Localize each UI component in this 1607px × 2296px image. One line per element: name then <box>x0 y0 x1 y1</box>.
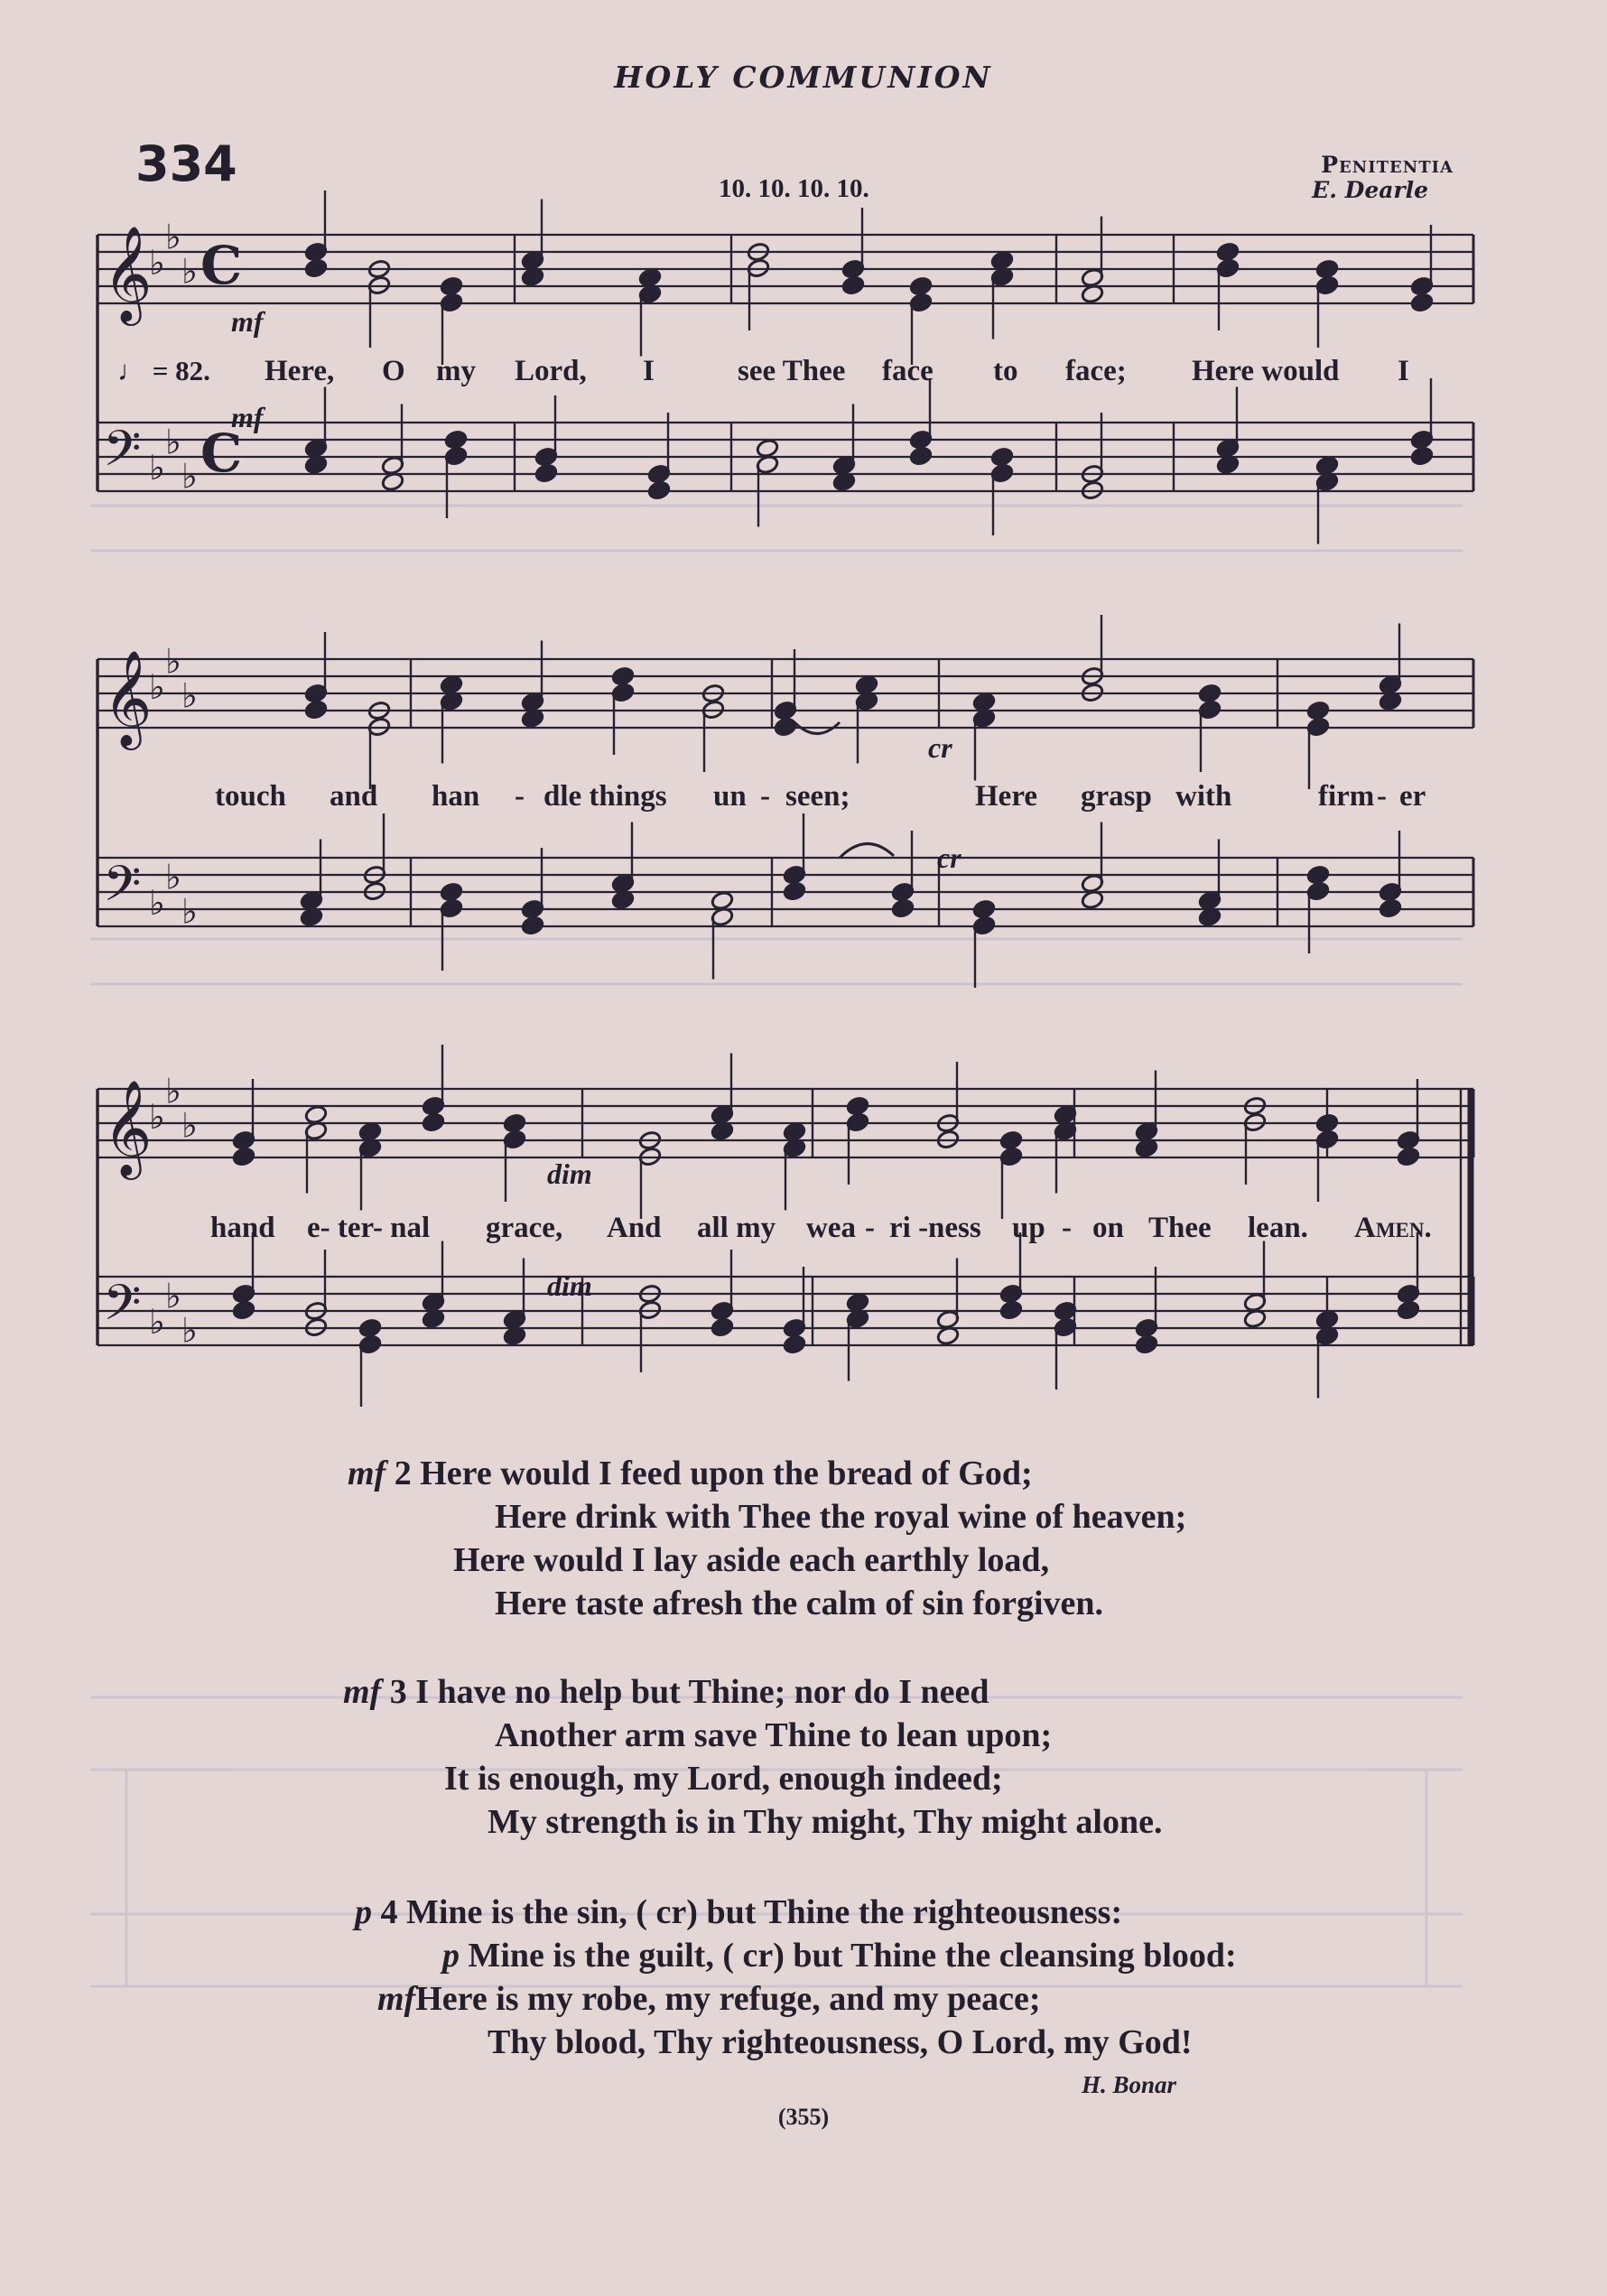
note-head <box>1315 455 1339 476</box>
note-head <box>444 430 468 451</box>
note-head <box>534 463 558 484</box>
composer: E. Dearle <box>1312 177 1428 203</box>
lyric-syllable: - <box>515 780 525 813</box>
note-head <box>999 1300 1023 1321</box>
lyric-syllable: grasp <box>1081 780 1152 813</box>
hymn-meter: 10. 10. 10. 10. <box>719 174 869 203</box>
verse-dynamic: p <box>355 1893 372 1931</box>
lyric-syllable: Here would <box>1192 355 1340 387</box>
note-head <box>909 276 933 297</box>
note-head <box>440 674 463 695</box>
note-head <box>647 480 671 501</box>
verse-line: I have no help but Thine; nor do I need <box>415 1673 989 1711</box>
lyric-syllable: see Thee <box>738 355 846 387</box>
treble-clef-icon: 𝄞 <box>103 1079 153 1176</box>
verse-number-line <box>348 1454 1033 1493</box>
note-head <box>638 267 662 288</box>
verse-line: Mine is the sin, ( cr) but Thine the righteousness: <box>406 1893 1123 1931</box>
bass-clef-icon: 𝄢 <box>103 420 142 489</box>
note-head <box>711 890 734 911</box>
note-head <box>711 1317 734 1338</box>
flat-icon: ♭ <box>165 422 181 462</box>
verse-line: Mine is the guilt, ( cr) but Thine the cleansing blood: <box>468 1937 1237 1975</box>
note-head <box>855 674 878 695</box>
note-head <box>440 276 463 297</box>
flat-icon: ♭ <box>165 857 181 897</box>
treble-staff <box>98 191 1473 365</box>
lyric-syllable: O <box>382 355 405 387</box>
tempo-marking <box>117 355 210 387</box>
page-number: (355) <box>777 2104 830 2130</box>
lyric-syllable: seen; <box>785 780 850 813</box>
note-head <box>783 881 806 902</box>
verse-dynamic: mf <box>343 1673 382 1711</box>
lyric-syllable: face <box>882 355 934 387</box>
verse-dynamic: p <box>442 1937 460 1975</box>
note-head <box>1410 446 1434 467</box>
note-head <box>999 1130 1023 1151</box>
verse-line: Here taste afresh the calm of sin forgiven. <box>495 1585 1103 1622</box>
verse-number-line <box>343 1672 989 1712</box>
note-head <box>358 1121 382 1142</box>
lyric-syllable: on <box>1092 1212 1124 1244</box>
author: H. Bonar <box>1082 2071 1177 2098</box>
note-head <box>990 447 1014 468</box>
verse-line: Here would I lay aside each earthly load, <box>453 1541 1050 1579</box>
lyric-syllable: e- ter- nal <box>307 1212 431 1244</box>
lyric-syllable: hand <box>210 1212 275 1244</box>
note-head <box>1306 865 1330 886</box>
flat-icon: ♭ <box>165 217 181 257</box>
lyric-syllable: ri -ness <box>889 1212 981 1244</box>
note-head <box>304 1104 328 1125</box>
note-head <box>521 916 544 936</box>
flat-icon: ♭ <box>149 448 165 488</box>
note-head <box>1216 242 1240 263</box>
lyric-syllable: and <box>330 780 378 813</box>
flat-icon: ♭ <box>149 667 165 707</box>
lyric-syllable: touch <box>215 780 286 813</box>
dynamic-mf-bass: mf <box>231 401 264 433</box>
dynamic-mf-treble: mf <box>231 305 264 338</box>
lyric-syllable: wea <box>806 1212 856 1244</box>
note-head <box>1397 1147 1420 1167</box>
note-head <box>972 692 996 712</box>
bass-staff <box>98 813 1473 988</box>
note-head <box>972 899 996 920</box>
lyric-syllable: - <box>760 780 770 813</box>
note-head <box>846 1096 869 1117</box>
treble-clef-icon: 𝄞 <box>103 649 153 746</box>
flat-icon: ♭ <box>181 675 198 716</box>
flat-icon: ♭ <box>165 1071 181 1111</box>
note-head <box>783 1334 806 1355</box>
lyric-syllable: I <box>643 355 655 387</box>
note-head <box>1379 898 1402 919</box>
verse-number: 3 <box>389 1673 407 1711</box>
verse-number: 2 <box>394 1455 412 1492</box>
lyric-syllable: grace, <box>486 1212 563 1244</box>
verse-line-with-dynamic <box>377 1979 1041 2019</box>
lyric-syllable: firm <box>1318 780 1375 813</box>
lyric-syllable: all my <box>697 1212 776 1244</box>
note-head <box>756 438 779 459</box>
note-head <box>846 1292 869 1313</box>
flat-icon: ♭ <box>165 1276 181 1316</box>
lyric-syllable: up <box>1012 1212 1045 1244</box>
flat-icon: ♭ <box>165 641 181 682</box>
note-head <box>783 1121 806 1142</box>
note-head <box>1315 259 1339 280</box>
verse-dynamic: mf <box>377 1980 416 2018</box>
lyric-syllable: - <box>1377 780 1387 813</box>
verse-number: 4 <box>380 1893 398 1931</box>
common-time-icon: C <box>200 423 243 484</box>
lyric-syllable: Here <box>975 780 1038 813</box>
flat-icon: ♭ <box>149 1302 165 1342</box>
dynamic-cr-treble: cr <box>928 731 952 764</box>
note-head <box>1315 1309 1339 1330</box>
dynamic-dim-treble: dim <box>547 1157 592 1190</box>
slur <box>840 843 894 858</box>
note-head <box>503 1113 526 1134</box>
lyric-syllable: with <box>1175 780 1232 813</box>
tempo-value: = 82. <box>152 355 210 386</box>
note-head <box>232 1300 255 1321</box>
lyric-syllable: er <box>1399 780 1426 813</box>
common-time-icon: C <box>200 235 243 296</box>
verse-line: Here is my robe, my refuge, and my peace; <box>415 1980 1041 2018</box>
bass-staff <box>98 378 1473 544</box>
note-head <box>774 717 797 738</box>
treble-clef-icon: 𝄞 <box>103 225 153 321</box>
verse-line: Thy blood, Thy righteousness, O Lord, my God! <box>488 2023 1193 2061</box>
note-head <box>422 1112 445 1133</box>
verse-dynamic: mf <box>348 1455 386 1492</box>
bass-clef-icon: 𝄢 <box>103 1274 142 1343</box>
note-head <box>891 898 915 919</box>
flat-icon: ♭ <box>181 251 198 292</box>
tune-name: Penitentia <box>1321 152 1454 178</box>
lyric-syllable: - <box>1062 1212 1072 1244</box>
bass-staff <box>98 1232 1473 1407</box>
note-head <box>358 1318 382 1339</box>
flat-icon: ♭ <box>149 1097 165 1137</box>
dynamic-dim-bass: dim <box>547 1269 592 1302</box>
lyric-syllable: I <box>1398 355 1409 387</box>
lyric-syllable: lean. <box>1248 1212 1308 1244</box>
dynamic-cr-bass: cr <box>937 841 961 874</box>
lyric-syllable: face; <box>1065 355 1127 387</box>
amen-label: Amen. <box>1354 1212 1432 1244</box>
flat-icon: ♭ <box>149 883 165 923</box>
note-head <box>1315 1113 1339 1134</box>
lyric-syllable: Lord, <box>515 355 587 387</box>
treble-staff <box>98 615 1473 789</box>
note-head <box>1397 1300 1420 1321</box>
note-head <box>841 275 865 296</box>
bass-clef-icon: 𝄢 <box>103 855 142 925</box>
lyric-syllable: han <box>432 780 480 813</box>
lyric-syllable: my <box>436 355 476 387</box>
verse-line: Here would I feed upon the bread of God; <box>420 1455 1033 1492</box>
hymn-number: 334 <box>135 135 237 192</box>
note-head <box>304 700 328 720</box>
verse-line: It is enough, my Lord, enough indeed; <box>444 1760 1003 1798</box>
flat-icon: ♭ <box>181 1105 198 1146</box>
flat-icon: ♭ <box>181 891 198 932</box>
note-head <box>1135 1334 1158 1355</box>
lyric-syllable: to <box>993 355 1018 387</box>
lyric-syllable: - <box>865 1212 875 1244</box>
note-head <box>1198 683 1222 704</box>
note-head <box>304 258 328 279</box>
treble-staff <box>98 1045 1473 1219</box>
quarter-note-icon: ♩ <box>117 355 145 386</box>
verse-line: Here drink with Thee the royal wine of heaven; <box>495 1498 1187 1536</box>
verse-line: My strength is in Thy might, Thy might alone. <box>488 1803 1163 1841</box>
flat-icon: ♭ <box>181 456 198 497</box>
verse-line-with-dynamic <box>442 1936 1237 1975</box>
flat-icon: ♭ <box>181 1310 198 1351</box>
verse-number-line <box>355 1892 1122 1932</box>
lyric-syllable: un <box>713 780 747 813</box>
running-head: HOLY COMMUNION <box>614 60 993 95</box>
note-head <box>232 1147 255 1167</box>
note-head <box>1306 701 1330 721</box>
lyric-syllable: Thee <box>1148 1212 1212 1244</box>
note-head <box>990 250 1014 271</box>
note-head <box>440 882 463 903</box>
lyric-syllable: dle things <box>543 780 667 813</box>
lyric-syllable: And <box>607 1212 662 1244</box>
note-head <box>611 666 635 687</box>
flat-icon: ♭ <box>149 243 165 283</box>
note-head <box>909 446 933 467</box>
note-head <box>1410 293 1434 313</box>
verse-line: Another arm save Thine to lean upon; <box>495 1716 1053 1754</box>
lyric-syllable: Here, <box>265 355 335 387</box>
